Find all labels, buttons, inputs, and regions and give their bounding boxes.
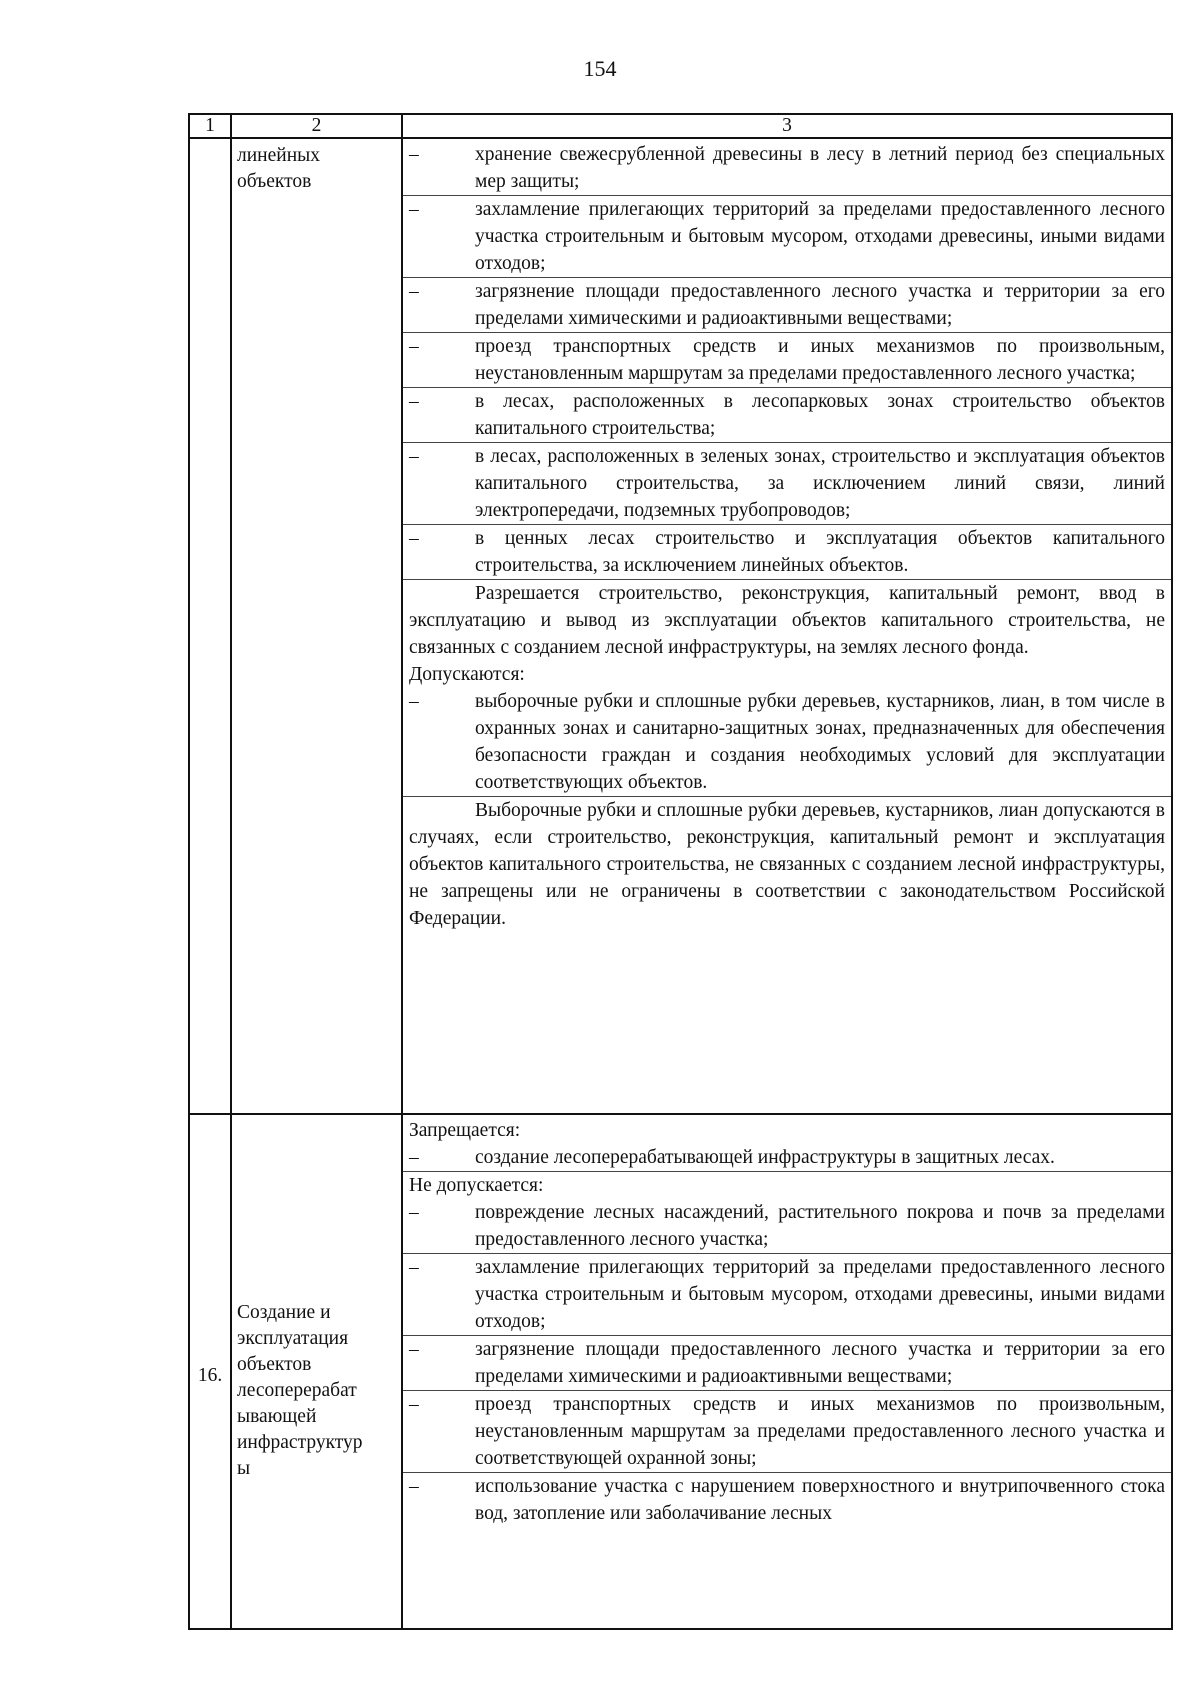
requirements-cell [402, 1114, 1172, 1629]
dash-marker: – [409, 691, 419, 712]
list-item [403, 1144, 1171, 1172]
paragraph: Разрешается строительство, реконструкция, капитальный ремонт, ввод в эксплуатацию и вывод из эксплуатации объектов капитального строительства, не связанных с созданием лесной инфраструктуры, на землях лесного фонда. [409, 583, 1165, 658]
activity-name-line: лесоперерабат [237, 1379, 357, 1401]
dash-marker: – [409, 528, 419, 549]
list-item-text: захламление прилегающих территорий за пределами предоставленного лесного участка строительным и бытовым мусором, отходами древесины, иными видами отходов; [475, 1257, 1165, 1332]
list-item-text: выборочные рубки и сплошные рубки деревьев, кустарников, лиан, в том числе в охранных зонах и санитарно-защитных зонах, предназначенных для обеспечения безопасности граждан и создания необходимых условий для эксплуатации соответствующих объектов. [475, 691, 1165, 793]
dash-marker: – [409, 336, 419, 357]
list-item-text: в ценных лесах строительство и эксплуатация объектов капитального строительства, за исключением линейных объектов. [475, 528, 1165, 576]
row-number-cell: 16. [189, 1114, 231, 1629]
list-item-text: хранение свежесрубленной древесины в лесу в летний период без специальных мер защиты; [475, 144, 1165, 192]
list-item [403, 1254, 1171, 1336]
header-col-2: 2 [231, 114, 402, 138]
paragraph: Выборочные рубки и сплошные рубки деревьев, кустарников, лиан допускаются в случаях, если строительство, реконструкция, капитальный ремонт и эксплуатация объектов капитального строительства, не связанных с созданием лесной инфраструктуры, не запрещены или не ограничены в соответствии с законодательством Российской Федерации. [409, 800, 1165, 929]
activity-name-cell [231, 1114, 402, 1629]
list-item-text: в лесах, расположенных в лесопарковых зонах строительство объектов капитального строительства; [475, 391, 1165, 439]
list-item [403, 1199, 1171, 1254]
list-item-text: в лесах, расположенных в зеленых зонах, строительство и эксплуатация объектов капитального строительства, за исключением линий связи, линий электропередачи, подземных трубопроводов; [475, 446, 1165, 521]
header-col-3: 3 [402, 114, 1172, 138]
list-item [403, 1391, 1171, 1473]
activity-name-cell [231, 138, 402, 1114]
activity-name-line: линейных [237, 145, 320, 166]
table-row [189, 138, 1172, 1114]
table-header-row [189, 114, 1172, 138]
list-item-text: проезд транспортных средств и иных механизмов по произвольным, неустановленным маршрутам за пределами предоставленного лесного участка и соответствующей охранной зоны; [475, 1394, 1165, 1469]
activity-name-line: объектов [237, 171, 312, 192]
list-item-text: повреждение лесных насаждений, растительного покрова и почв за пределами предоставленного лесного участка; [475, 1202, 1165, 1250]
page-number: 154 [583, 56, 617, 81]
activity-name-line: инфраструктур [237, 1431, 363, 1453]
dash-marker: – [409, 1476, 419, 1497]
header-col-1: 1 [189, 114, 231, 138]
dash-marker: – [409, 1339, 419, 1360]
activity-name-line: Создание и [237, 1301, 331, 1323]
list-item [403, 141, 1171, 196]
list-item-text: использование участка с нарушением поверхностного и внутрипочвенного стока вод, затопление или заболачивание лесных [475, 1476, 1165, 1524]
activity-name-line: ывающей [237, 1405, 317, 1427]
list-item [403, 1473, 1171, 1527]
list-item-text: проезд транспортных средств и иных механизмов по произвольным, неустановленным маршрутам за пределами предоставленного лесного участка; [475, 336, 1165, 384]
list-item-text: загрязнение площади предоставленного лесного участка и территории за его пределами химическими и радиоактивными веществами; [475, 281, 1165, 329]
list-item [403, 333, 1171, 388]
dash-marker: – [409, 281, 419, 302]
dash-marker: – [409, 1394, 419, 1415]
section-label: Запрещается: [409, 1120, 521, 1141]
section-label: Не допускается: [409, 1175, 544, 1196]
list-item [403, 278, 1171, 333]
dash-marker: – [409, 199, 419, 220]
list-item [403, 443, 1171, 525]
list-item [403, 196, 1171, 278]
list-item [403, 688, 1171, 797]
activity-name-line: объектов [237, 1353, 312, 1375]
list-item [403, 525, 1171, 580]
list-item-text: загрязнение площади предоставленного лесного участка и территории за его пределами химическими и радиоактивными веществами; [475, 1339, 1165, 1387]
list-item-text: захламление прилегающих территорий за пределами предоставленного лесного участка строительным и бытовым мусором, отходами древесины, иными видами отходов; [475, 199, 1165, 274]
section-label: Допускаются: [409, 664, 525, 685]
dash-marker: – [409, 1147, 419, 1168]
dash-marker: – [409, 1257, 419, 1278]
list-item [403, 1336, 1171, 1391]
activity-name-line: ы [237, 1457, 251, 1479]
dash-marker: – [409, 1202, 419, 1223]
dash-marker: – [409, 144, 419, 165]
list-item-text: создание лесоперерабатывающей инфраструктуры в защитных лесах. [475, 1147, 1055, 1168]
table-row [189, 1114, 1172, 1629]
list-item [403, 388, 1171, 443]
regulation-table [188, 113, 1173, 1630]
dash-marker: – [409, 391, 419, 412]
dash-marker: – [409, 446, 419, 467]
activity-name-line: эксплуатация [237, 1327, 349, 1349]
row-number-cell [189, 138, 231, 1114]
requirements-cell [402, 138, 1172, 1114]
